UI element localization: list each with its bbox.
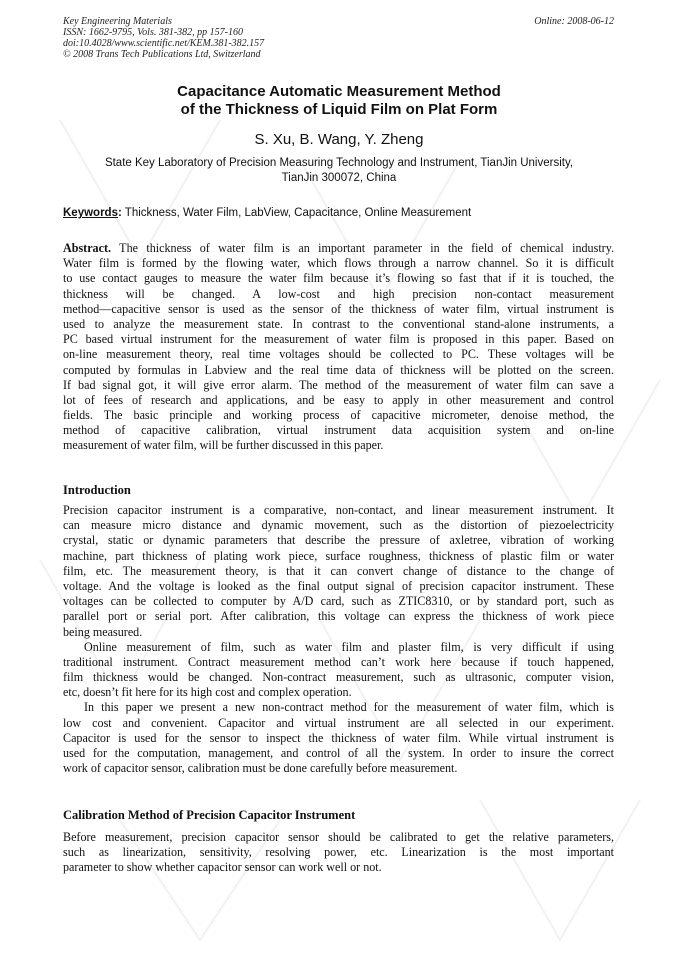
abstract-line: lot of fees of research and applications, and be easy to apply in other measurement and control [63, 392, 614, 407]
intro-line: Capacitor is used for the sensor to inspect the thickness of water film. While virtual instrument is [63, 730, 614, 745]
intro-line: can measure micro distance and dynamic movement, such as the distortion of piezoelectricity [63, 518, 614, 533]
keywords-label: Keywords [63, 207, 118, 219]
abstract-line: to use contact gauges to measure the water film because it’s flowing so fast that if it is touched, the [63, 271, 614, 286]
intro-line: Online measurement of film, such as water film and plaster film, is very difficult if using [84, 639, 614, 654]
introduction-paragraphs [63, 503, 614, 776]
affiliation-line-1: State Key Laboratory of Precision Measuring Technology and Instrument, TianJin University, [104, 157, 574, 169]
doi-line: doi:10.4028/www.scientific.net/KEM.381-382.157 [63, 38, 265, 49]
intro-line: film thickness would be changed. Non-contract measurement, such as ultrasonic, computer vision, [63, 670, 614, 685]
intro-line: Precision capacitor instrument is a comparative, non-contact, and linear measurement instrument. It [63, 503, 614, 517]
intro-line: voltages can be collected to computer by A/D card, such as ZTIC8310, or by standard port, such as [63, 594, 614, 609]
abstract-paragraph [63, 241, 614, 454]
copyright-line: © 2008 Trans Tech Publications Ltd, Switzerland [63, 49, 261, 60]
intro-line: parallel port or serial port. After calibration, this voltage can express the thickness of work piece [63, 609, 614, 624]
abstract-line: method—capacitive sensor is used as the sensor of the thickness of water film, virtual instrument is [63, 301, 614, 316]
affiliation [63, 156, 615, 186]
intro-line: being measured. [63, 624, 143, 639]
calibration-heading: Calibration Method of Precision Capacitor Instrument [63, 808, 356, 822]
abstract-line: computed by formulas in Labview and the real time data of thickness will be plotted on the screen. [63, 362, 614, 377]
paper-title [0, 83, 678, 119]
abstract-line: If bad signal got, it will give error alarm. The method of the measurement of water film can save a [63, 377, 614, 392]
title-line-2: of the Thickness of Liquid Film on Plat Form [180, 101, 498, 118]
intro-line: crystal, static or dynamic parameters that describe the pressure of axletree, vibration of working [63, 533, 614, 548]
calibration-line: such as linearization, sensitivity, resolving power, etc. Linearization is the most important [63, 845, 614, 860]
intro-line: etc, doesn’t fit here for its high cost and complex operation. [63, 685, 352, 700]
abstract-line: used to analyze the measurement state. In contrast to the conventional stand-alone instruments, a [63, 316, 614, 331]
intro-line: work of capacitor sensor, calibration must be done carefully before measurement. [63, 761, 458, 776]
online-date: Online: 2008-06-12 [534, 16, 614, 27]
intro-line: voltage. And the voltage is looked as the final output signal of precision capacitor instrument. These [63, 578, 614, 593]
calibration-line: Before measurement, precision capacitor sensor should be calibrated to get the relative parameters, [63, 830, 614, 844]
intro-line: low cost and convenient. Capacitor and virtual instrument are all selected in our experiment. [63, 715, 614, 730]
keywords-colon: : [117, 207, 122, 219]
publication-info [63, 16, 264, 60]
abstract-line: on-line measurement theory, real time voltages should be collected to PC. These voltages will be [63, 347, 614, 362]
calibration-paragraph [63, 830, 614, 876]
affiliation-line-2: TianJin 300072, China [281, 172, 397, 184]
issn-line: ISSN: 1662-9795, Vols. 381-382, pp 157-160 [63, 27, 243, 38]
abstract-line: method of capacitive calibration, virtual instrument data acquisition system and on-line [63, 423, 614, 438]
abstract-line: measurement of water film, will be further discussed in this paper. [63, 438, 384, 453]
abstract-label: Abstract. [63, 241, 112, 255]
intro-line: In this paper we present a new non-contract method for the measurement of water film, which is [84, 700, 614, 715]
intro-line: machine, part thickness of plating work piece, surface roughness, thickness of plastic film or water [63, 548, 614, 563]
introduction-heading: Introduction [63, 483, 131, 497]
journal-name: Key Engineering Materials [63, 16, 172, 27]
intro-line: used for the computation, management, and control of all the system. In order to insure the correct [63, 746, 614, 760]
keywords-text: Thickness, Water Film, LabView, Capacitance, Online Measurement [121, 207, 472, 219]
author-list: S. Xu, B. Wang, Y. Zheng [254, 131, 424, 148]
intro-line: traditional instrument. Contract measurement method can’t work here because if touch happened, [63, 654, 614, 669]
title-line-1: Capacitance Automatic Measurement Method [177, 83, 501, 100]
abstract-line: thickness will be changed. A low-cost and high precision non-contact measurement [63, 286, 614, 301]
abstract-line: fields. The basic principle and working process of capacitive micrometer, denoise method, the [63, 408, 614, 423]
abstract-line: The thickness of water film is an important parameter in the field of chemical industry. [111, 241, 614, 255]
intro-line: film, etc. The measurement theory, is that it can convert change of distance to the change of [63, 563, 614, 578]
keywords-line [63, 206, 615, 221]
abstract-line: Water film is formed by the flowing water, which flows through a narrow channel. So it is difficult [63, 256, 614, 271]
calibration-line: parameter to show whether capacitor sensor can work well or not. [63, 860, 382, 875]
abstract-line: PC based virtual instrument for the measurement of water film is proposed in this paper. Based on [63, 332, 614, 347]
